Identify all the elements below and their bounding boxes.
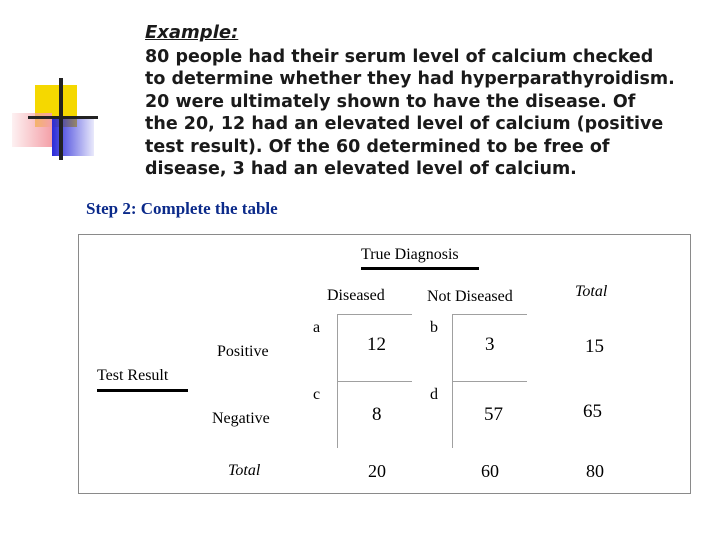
cell-grand-total: 80 [586,461,604,481]
row-header-positive: Positive [217,343,269,360]
step-title: Step 2: Complete the table [86,199,278,218]
example-line: to determine whether they had hyperparathyroidism. [145,69,675,90]
cell-total-not-diseased: 60 [481,461,499,481]
cell-total-diseased: 20 [368,461,386,481]
example-paragraph [145,46,705,180]
row-header-negative: Negative [212,410,270,427]
column-header-diseased: Diseased [327,287,385,304]
row-group-header: Test Result [97,367,169,384]
column-group-underline [361,267,479,270]
cell-letter-a: a [313,319,321,336]
example-line: 20 were ultimately shown to have the disease. Of [145,91,636,112]
cell-negative-diseased: 8 [372,404,382,425]
example-line: 80 people had their serum level of calcium checked [145,47,654,67]
cell-positive-not-diseased: 3 [485,334,495,355]
cell-negative-not-diseased: 57 [484,404,503,425]
row-group-underline [97,389,188,392]
example-line: test result). Of the 60 determined to be free of [145,136,610,157]
cell-letter-b: b [430,319,438,336]
cell-letter-c: c [313,386,321,403]
column-group-header: True Diagnosis [361,246,459,263]
example-line: disease, 3 had an elevated level of calcium. [145,159,577,180]
cell-negative-total: 65 [583,401,602,422]
column-header-total: Total [575,283,608,300]
example-heading: Example: [145,22,239,43]
cell-letter-d: d [430,386,438,403]
cell-positive-total: 15 [585,336,604,357]
example-line: the 20, 12 had an elevated level of calcium (positive [145,114,664,135]
decorative-horizontal-line [28,116,98,119]
decorative-vertical-line [59,78,63,160]
cell-positive-diseased: 12 [367,334,386,355]
row-header-total: Total [228,462,261,479]
column-header-not-diseased: Not Diseased [427,288,513,305]
